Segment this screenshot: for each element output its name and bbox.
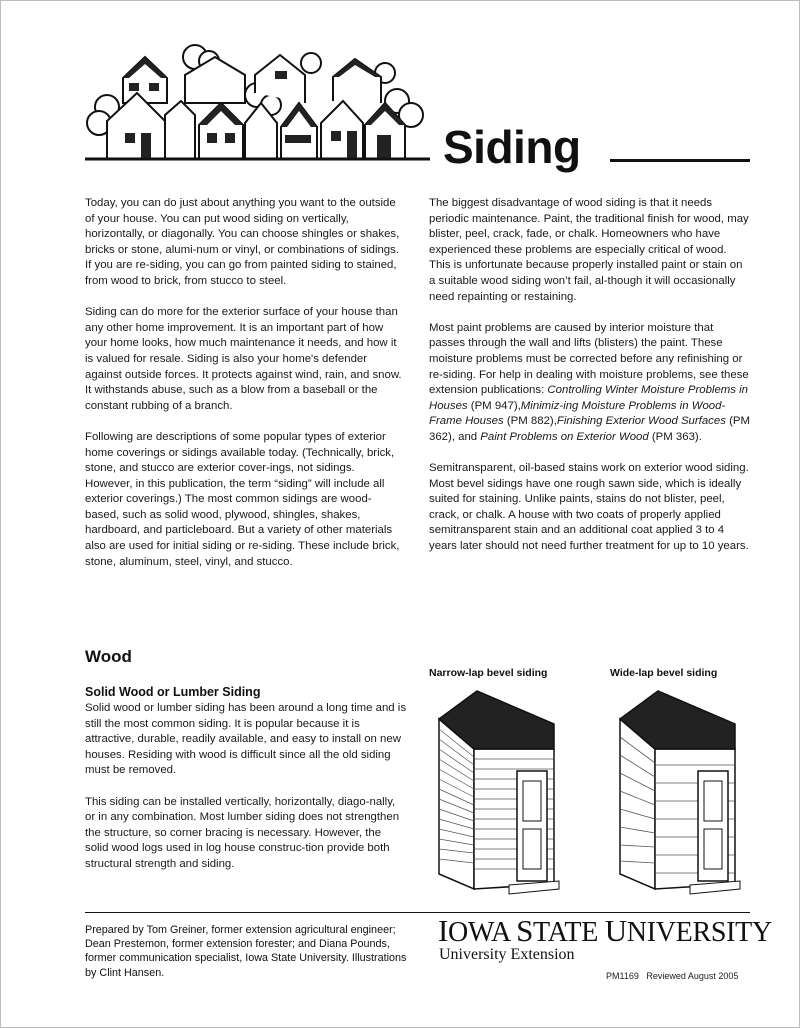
logo-letter: U	[604, 913, 627, 948]
title-rule-right	[610, 159, 750, 162]
stain-paragraph: Semitransparent, oil-based stains work on exterior wood siding. Most bevel sidings have one rough sawn side, which is ideally suited for staining. Unlike paints, stains do not blister, peel, crack, or chalk. A house with two coats of properly applied semitransparent stain and an additional coat applied 3 to 4 years later should not need further treatment for up to 10 years.	[429, 462, 749, 553]
publication-link: Paint Problems on Exterior Wood	[480, 430, 649, 443]
logo-text: OWA	[448, 917, 517, 948]
moisture-text: Most paint problems are caused by interior moisture that passes through the wall and lifts (blisters) the paint. These moisture problems must be corrected before any refinishing or re-siding. For help in dealing with moisture problems, see these extension publications:	[429, 321, 749, 397]
publication-info	[606, 971, 738, 981]
publication-link: Controlling Winter Moisture Problems in Houses	[429, 384, 748, 412]
wide-lap-house-illustration	[610, 689, 760, 901]
subsection-heading-solid-wood: Solid Wood or Lumber Siding	[85, 685, 261, 699]
right-column	[429, 196, 751, 555]
university-logo	[438, 915, 772, 949]
narrow-lap-house-illustration	[429, 689, 579, 901]
solid-wood-paragraph-2: This siding can be installed vertically, horizontally, diago-nally, or in any combination. Most lumber siding does not strengthen the structure, so corner bracing is necessary. However, the solid wood logs used in log house construc-tion provide both structural strength and siding.	[85, 795, 400, 870]
publication-code: (PM 363).	[648, 430, 702, 443]
publication-code: (PM 947),	[467, 399, 521, 412]
publication-number: PM1169	[606, 971, 639, 981]
intro-paragraph-1: Today, you can do just about anything you want to the outside of your house. You can put wood siding on vertically, horizontally, or diagonally. You can choose shingles or shakes, bricks or stone, alumi-num or vinyl, or combinations of sidings. If you are re-siding, you can go from painted siding to stained, from wood to brick, from stucco to steel.	[85, 197, 400, 287]
logo-text: TATE	[533, 917, 605, 948]
intro-paragraph-3: Following are descriptions of some popular types of exterior home coverings or sidings available today. (Technically, brick, stone, and stucco are exterior cover-ings, not sidings. However, in this publication, the term “siding” will include all exterior coverings.) The most common sidings are wood-based, such as solid wood, plywood, shingles, shakes, hardboard, and particleboard. But a variety of other materials also are used for initial siding or re-siding. These include brick, stone, aluminum, steel, vinyl, and stucco.	[85, 430, 400, 568]
moisture-paragraph	[429, 321, 751, 446]
credits: Prepared by Tom Greiner, former extension agricultural engineer; Dean Prestemon, former extension forester; and Diana Pounds, former communication specialist, Iowa State University. Illustrations by Clint Hansen.	[85, 924, 407, 979]
section-heading-wood: Wood	[85, 647, 132, 666]
publication-code: (PM 362), and	[429, 415, 750, 443]
houses-illustration	[85, 43, 430, 163]
footer-rule	[85, 912, 750, 913]
logo-letter: S	[516, 913, 534, 948]
logo-letter: I	[438, 913, 449, 948]
extension-name: University Extension	[439, 946, 575, 963]
solid-wood-paragraph-1: Solid wood or lumber siding has been around a long time and is still the most common siding. It is popular because it is attractive, durable, readily available, and easy to install on new houses. Residing with wood is difficult since all the old siding must be removed.	[85, 702, 407, 777]
intro-paragraph-2: Siding can do more for the exterior surface of your house than any other home improvement. It is an important part of how your home looks, how much maintenance it needs, and how it is valued for resale. Siding is also your home's defender against outside forces. It protects against wind, rain, and snow. It withstands abuse, such as a blow from a baseball or the constant rubbing of a branch.	[85, 306, 402, 412]
logo-text: NIVERSITY	[626, 917, 772, 948]
publication-link: Minimiz-ing Moisture Problems in Wood-Frame Houses	[429, 399, 726, 428]
solid-wood-text	[85, 701, 407, 873]
reviewed-date: Reviewed August 2005	[646, 971, 739, 981]
wide-lap-label: Wide-lap bevel siding	[610, 667, 718, 679]
publication-code: (PM 882),	[503, 415, 557, 428]
left-column	[85, 196, 405, 570]
narrow-lap-label: Narrow-lap bevel siding	[429, 667, 548, 679]
page-title: Siding	[443, 121, 581, 173]
maintenance-paragraph: The biggest disadvantage of wood siding is that it needs periodic maintenance. Paint, the traditional finish for wood, may blister, peel, crack, fade, or chalk. Homeowners who have experienced these problems are especially critical of wood. This is unfortunate because properly installed paint or stain on a suitable wood siding won’t fail, al-though it will occasionally need repainting or restaining.	[429, 197, 749, 303]
publication-link: Finishing Exterior Wood Surfaces	[556, 415, 726, 428]
